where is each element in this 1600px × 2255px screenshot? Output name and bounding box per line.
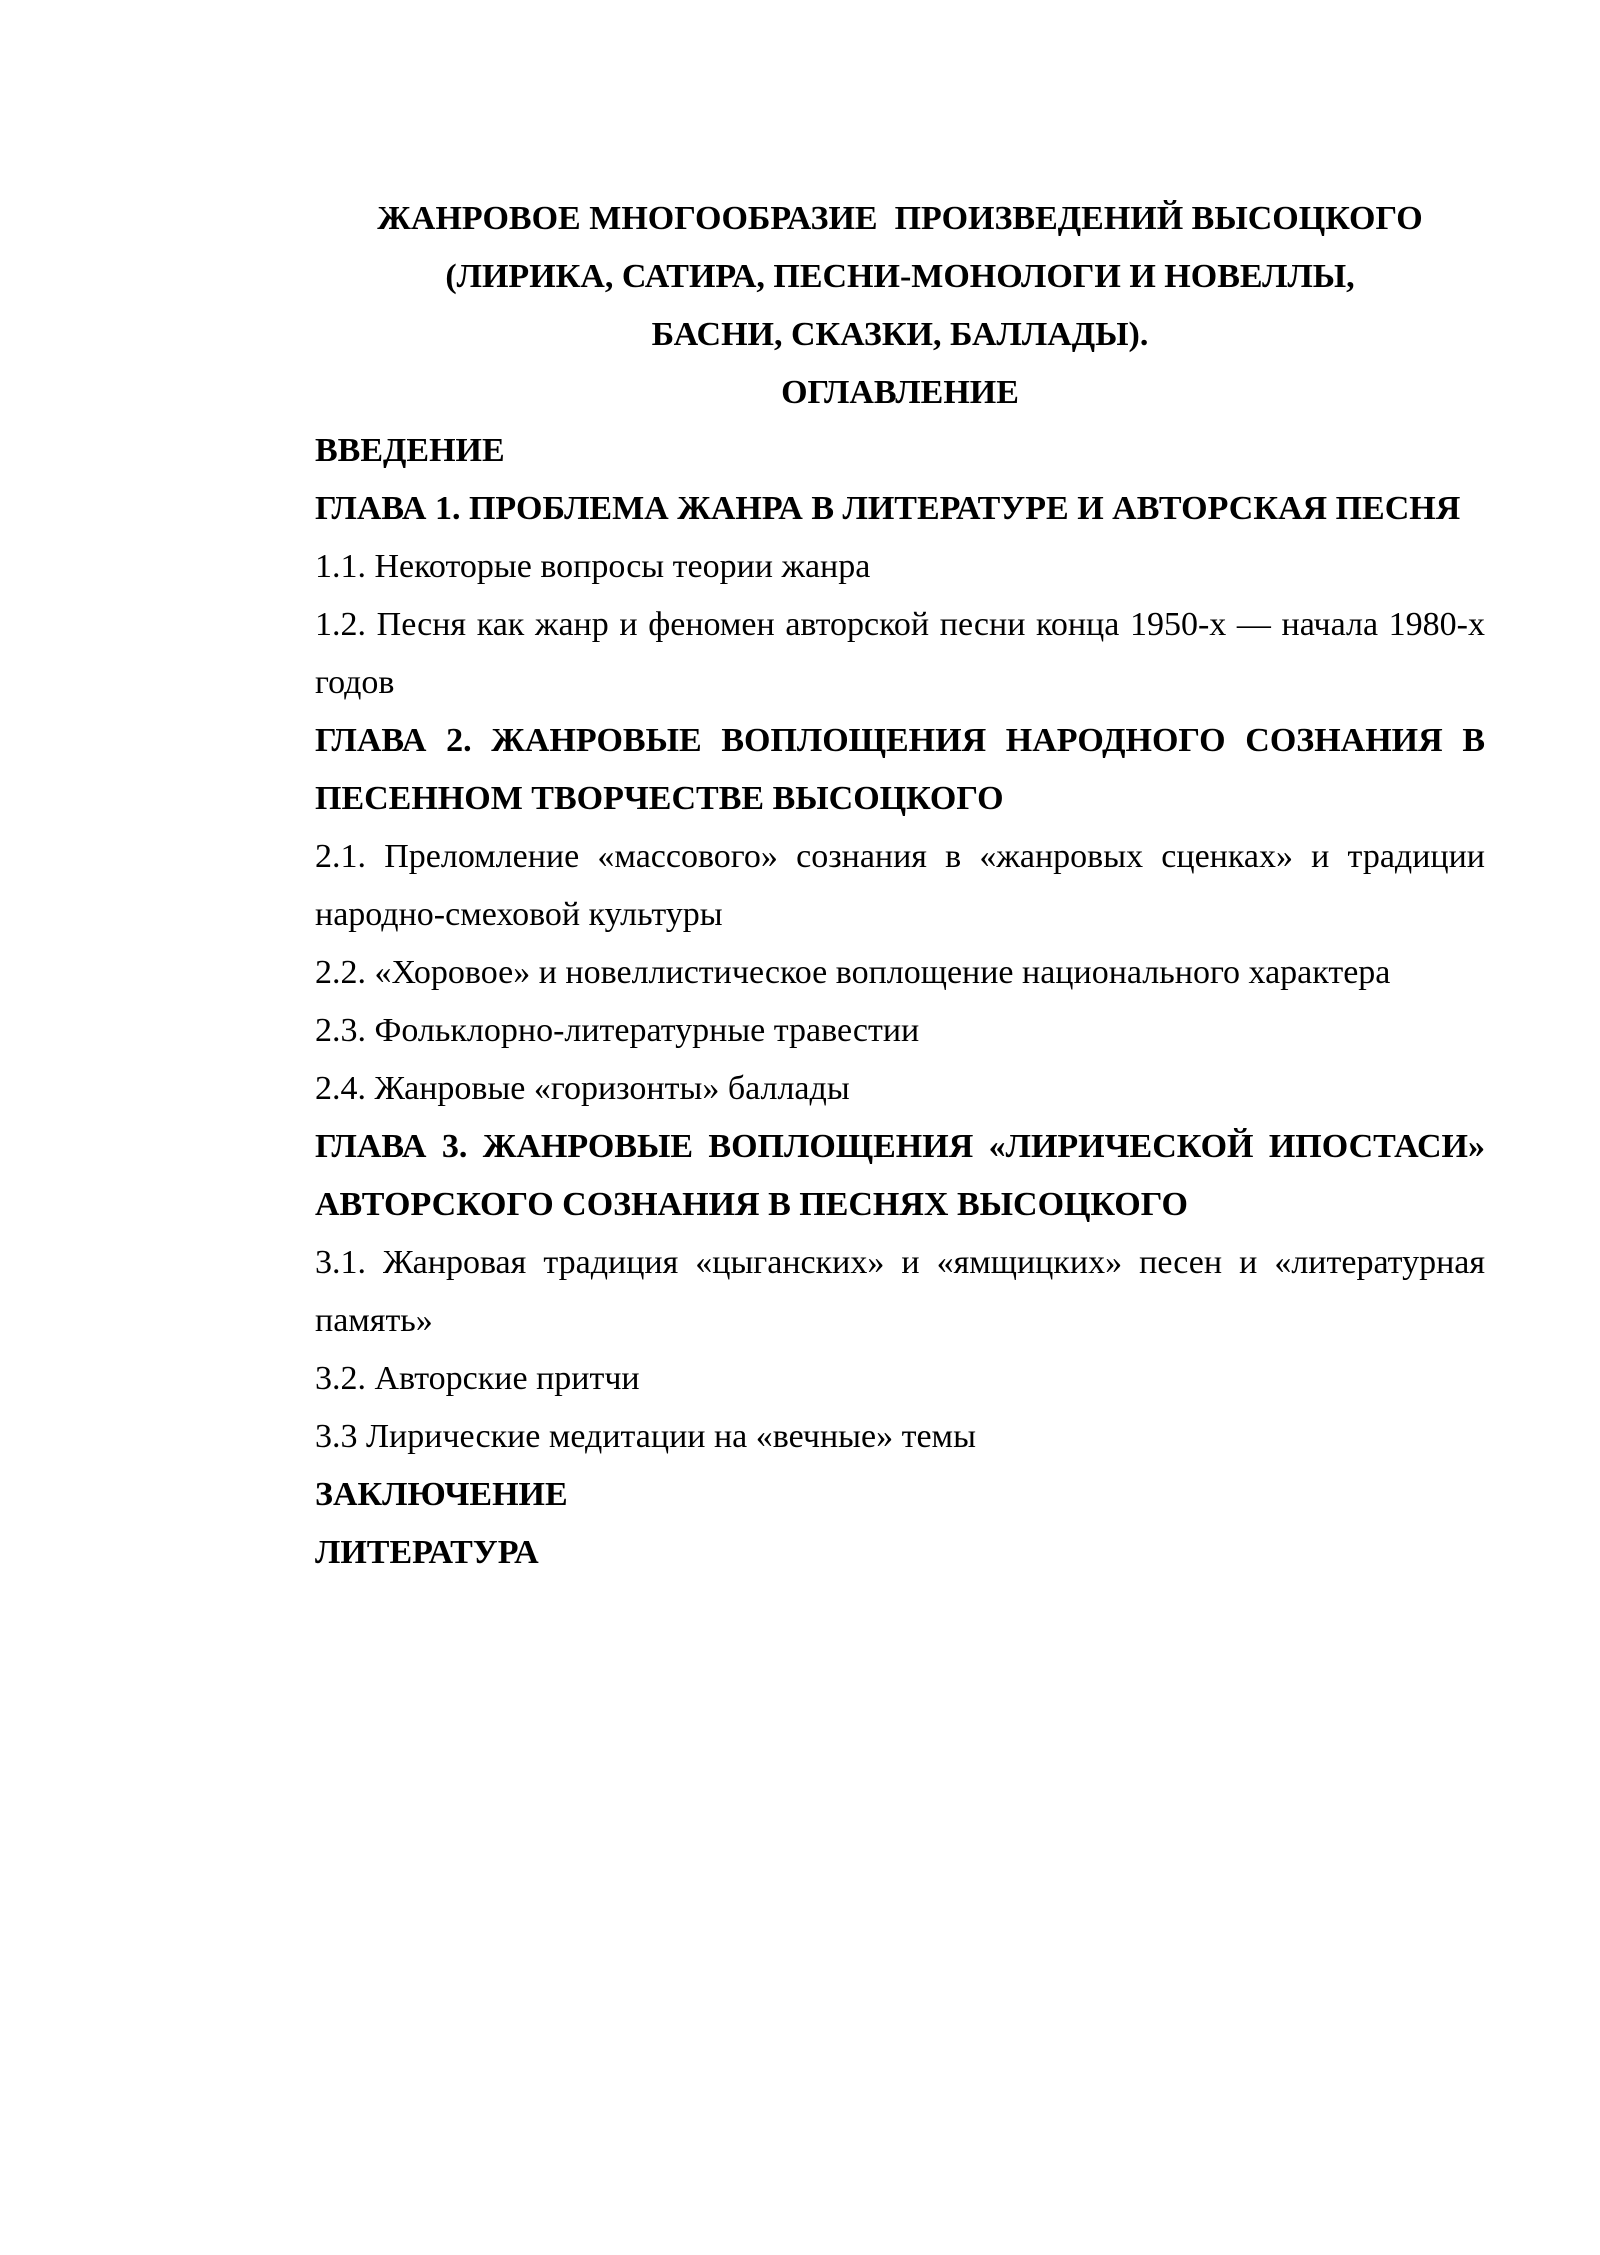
- toc-entry-section-2-2: 2.2. «Хоровое» и новеллистическое воплощение национального характера: [315, 954, 1391, 991]
- toc-entry-section-2-3: 2.3. Фольклорно-литературные травестии: [315, 1012, 920, 1049]
- toc-entry-literature: ЛИТЕРАТУРА: [315, 1534, 539, 1571]
- title-line: ЖАНРОВОЕ МНОГООБРАЗИЕ ПРОИЗВЕДЕНИЙ ВЫСОЦКОГО: [377, 200, 1423, 237]
- toc-entry-section-3-3: 3.3 Лирические медитации на «вечные» темы: [315, 1418, 976, 1455]
- toc-entry-section-1-1: 1.1. Некоторые вопросы теории жанра: [315, 548, 871, 585]
- table-of-contents: [315, 422, 1485, 1582]
- toc-entry-section-2-4: 2.4. Жанровые «горизонты» баллады: [315, 1070, 850, 1107]
- toc-entry-introduction: ВВЕДЕНИЕ: [315, 432, 505, 469]
- document-page: [315, 190, 1485, 1582]
- toc-entry-conclusion: ЗАКЛЮЧЕНИЕ: [315, 1476, 568, 1513]
- toc-entry-section-3-2: 3.2. Авторские притчи: [315, 1360, 640, 1397]
- title-line: БАСНИ, СКАЗКИ, БАЛЛАДЫ).: [651, 316, 1149, 353]
- toc-entry-chapter-2: ГЛАВА 2. ЖАНРОВЫЕ ВОПЛОЩЕНИЯ НАРОДНОГО СОЗНАНИЯ В ПЕСЕННОМ ТВОРЧЕСТВЕ ВЫСОЦКОГО: [315, 722, 1485, 817]
- toc-entry-section-2-1: 2.1. Преломление «массового» сознания в «жанровых сценках» и традиции народно-смеховой культуры: [315, 838, 1485, 933]
- toc-heading: ОГЛАВЛЕНИЕ: [781, 374, 1019, 411]
- toc-entry-section-3-1: 3.1. Жанровая традиция «цыганских» и «ямщицких» песен и «литературная память»: [315, 1244, 1485, 1339]
- title-line: (ЛИРИКА, САТИРА, ПЕСНИ-МОНОЛОГИ И НОВЕЛЛЫ,: [445, 258, 1355, 295]
- toc-entry-chapter-1: ГЛАВА 1. ПРОБЛЕМА ЖАНРА В ЛИТЕРАТУРЕ И АВТОРСКАЯ ПЕСНЯ: [315, 490, 1461, 527]
- toc-entry-chapter-3: ГЛАВА 3. ЖАНРОВЫЕ ВОПЛОЩЕНИЯ «ЛИРИЧЕСКОЙ ИПОСТАСИ» АВТОРСКОГО СОЗНАНИЯ В ПЕСНЯХ ВЫСОЦКОГО: [315, 1128, 1485, 1223]
- toc-entry-section-1-2: 1.2. Песня как жанр и феномен авторской песни конца 1950-х — начала 1980-х годов: [315, 606, 1485, 701]
- document-title: [315, 190, 1485, 364]
